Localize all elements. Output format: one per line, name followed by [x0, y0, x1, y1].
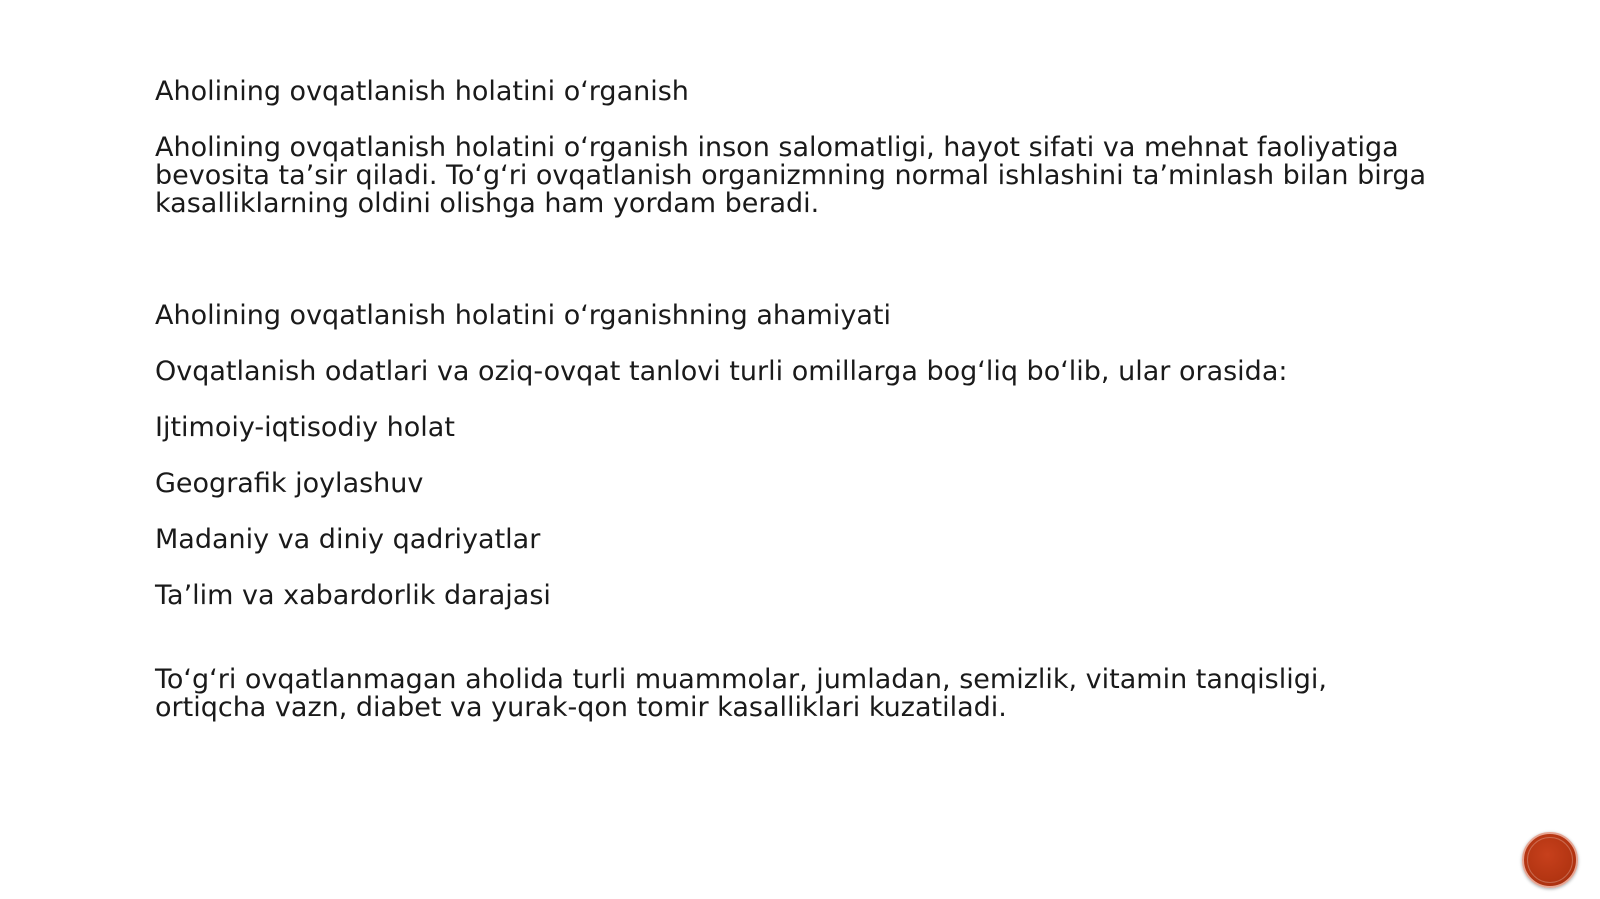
factors-intro: Ovqatlanish odatlari va oziq-ovqat tanlovi turli omillarga bog‘liq bo‘lib, ular orasida:	[155, 356, 1288, 387]
intro-paragraph: Aholining ovqatlanish holatini o‘rganish inson salomatligi, hayot sifati va mehnat faoliyatiga bevosita ta’sir qiladi. To‘g‘ri ovqatlanish organizmning normal ishlashini ta’minlash bilan birga kasalliklarning oldini olishga ham yordam beradi.	[155, 132, 1427, 219]
factor-item: Ta’lim va xabardorlik darajasi	[155, 580, 551, 611]
factor-item: Madaniy va diniy qadriyatlar	[155, 524, 541, 555]
factor-item: Ijtimoiy-iqtisodiy holat	[155, 412, 455, 443]
conclusion-paragraph: To‘g‘ri ovqatlanmagan aholida turli muammolar, jumladan, semizlik, vitamin tanqisligi, ortiqcha vazn, diabet va yurak-qon tomir kasalliklari kuzatiladi.	[155, 664, 1327, 723]
slide-nav-button[interactable]	[1522, 832, 1578, 888]
circle-nav-icon	[1527, 837, 1573, 883]
heading-nutrition-study: Aholining ovqatlanish holatini o‘rganish	[155, 76, 689, 107]
factor-item: Geografik joylashuv	[155, 468, 424, 499]
heading-importance: Aholining ovqatlanish holatini o‘rganishning ahamiyati	[155, 300, 891, 331]
